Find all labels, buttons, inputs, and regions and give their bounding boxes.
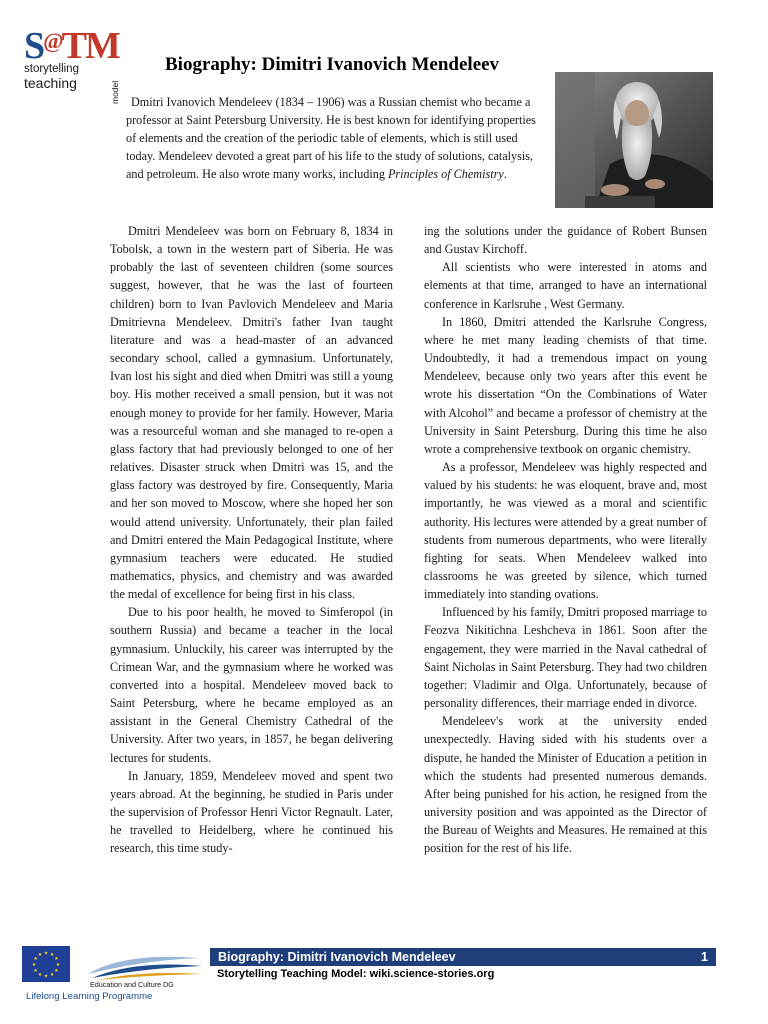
logo-line-teaching: teaching bbox=[24, 75, 77, 91]
svg-text:★: ★ bbox=[43, 973, 49, 980]
intro-book-title: Principles of Chemistry bbox=[387, 167, 504, 181]
page-number: 1 bbox=[701, 950, 708, 964]
footer-title-bar bbox=[210, 948, 716, 966]
intro-paragraph bbox=[126, 93, 542, 183]
education-culture-logo-icon bbox=[84, 948, 204, 982]
footer-website-line: Storytelling Teaching Model: wiki.science-stories.org bbox=[217, 968, 495, 980]
body-paragraph-early-life: Dmitri Mendeleev was born on February 8, 1834 in Tobolsk, a town in the western part of Siberia. He was probably the last of seventeen children (some sources suggest, however, that he was the last of fourteen children) born to Ivan Pavlovich Mendeleev and Maria Dmitrievna Mendeleev. Dmitri's father Ivan taught literature and was a head-master of an advanced secondary school, called a gymnasium. Unfortunately, Ivan lost his sight and died when Dmitri was still a young boy. His mother received a small pension, but it was not enough money to provide for her family. However, Maria was a resourceful woman and she managed to re-open a glass factory that had previously belonged to one of her relatives. Disaster struck when Dmitri was 15, and the glass factory was destroyed by fire. Consequently, Maria and her son moved to Moscow, where she hoped her son would attend university. Unfortunately, their plan failed and Dmitri entered the Main Pedagogical Institute, where gymnasium teachers were educated. He studied mathematics, physics, and chemistry and was awarded the medal of excellence for being first in his class. bbox=[110, 224, 393, 602]
svg-text:★: ★ bbox=[43, 950, 49, 957]
body-paragraph-karlsruhe: In 1860, Dmitri attended the Karlsruhe Congress, where he met many leading chemists of that time. Undoubtedly, it had a tremendous impact on young Mendeleev, because only two years after this event he wrote his dissertation “On the Combinations of Water with Alcohol” and became a professor of chemistry at the University in Saint Petersburg. During this time he also wrote a comprehensive textbook on organic chemistry. bbox=[424, 314, 707, 456]
body-paragraph-conference: All scientists who were interested in atoms and elements at that time, arranged to have an international conference in Karlsruhe , West Germany. bbox=[424, 260, 707, 311]
body-paragraph-abroad: In January, 1859, Mendeleev moved and spent two years abroad. At the beginning, he studied in Paris under the supervision of Professor Henri Victor Regnault. Later, he travelled to Heidelberg, where he continued his research, this time study- bbox=[110, 768, 393, 856]
intro-text: Dmitri Ivanovich Mendeleev (1834 – 1906) was a Russian chemist who became a professor at Saint Petersburg University. He is best known for identifying properties of elements and the creation of the periodic table of elements, which is still used today. Mendeleev devoted a great part of his life to the study of solutions, catalysis, and petroleum. He also wrote many works, including bbox=[126, 95, 536, 181]
logo-mark-tm: TM bbox=[61, 25, 119, 67]
svg-text:★: ★ bbox=[33, 967, 38, 974]
svg-text:★: ★ bbox=[55, 962, 61, 968]
body-column-left bbox=[110, 222, 393, 857]
mendeleev-portrait bbox=[555, 72, 713, 208]
portrait-illustration bbox=[555, 72, 713, 208]
logo-line-storytelling: storytelling bbox=[24, 63, 79, 75]
svg-text:★: ★ bbox=[49, 972, 55, 978]
logo-wordmark bbox=[24, 62, 79, 90]
body-paragraph-marriage: Influenced by his family, Dmitri proposed marriage to Feozva Nikitichna Leshcheva in 1861. Soon after the engagement, they were married in the Naval cathedral of Saint Nicholas in Saint Petersburg. They had two children together: Vladimir and Olga. Unfortunately, because of personality differences, their marriage ended in divorce. bbox=[424, 605, 707, 711]
body-paragraph-professor: As a professor, Mendeleev was highly respected and valued by his students: he was eloquent, brave and, most importantly, he was viewed as a moral and scientific authority. His lectures were attended by a great number of students from numerous departments, who were literally fighting for seats. When Mendeleev walked into classrooms he was greeted by silence, which turned immediately into standing ovations. bbox=[424, 460, 707, 602]
intro-text-end: . bbox=[503, 167, 507, 181]
svg-text:★: ★ bbox=[54, 956, 59, 963]
footer-logos bbox=[22, 946, 212, 1008]
stm-logo bbox=[24, 22, 120, 104]
logo-mark-s: S bbox=[24, 25, 44, 67]
svg-text:★: ★ bbox=[49, 952, 55, 958]
eu-flag-icon bbox=[22, 946, 70, 982]
logo-mark bbox=[24, 22, 119, 65]
svg-text:★: ★ bbox=[54, 967, 59, 974]
logo-mark-at: @ bbox=[43, 28, 62, 53]
intro-summary bbox=[126, 93, 542, 183]
body-column-right bbox=[424, 222, 707, 857]
page-title: Biography: Dimitri Ivanovich Mendeleev bbox=[165, 54, 500, 75]
svg-text:★: ★ bbox=[37, 972, 43, 978]
body-paragraph-continued: ing the solutions under the guidance of Robert Bunsen and Gustav Kirchoff. bbox=[424, 224, 707, 257]
body-paragraph-simferopol: Due to his poor health, he moved to Simferopol (in southern Russia) and became a teacher in the local gymnasium. Unluckily, his career was interrupted by the Crimean War, and the gymnasium where he worked was converted into a hospital. Mendeleev moved back to Saint Petersburg, where he became employed as an assistant in the General Chemistry Cathedral of the University. After two years, in 1857, he began delivering lectures for students. bbox=[110, 605, 393, 765]
svg-text:★: ★ bbox=[31, 962, 37, 968]
svg-text:★: ★ bbox=[37, 952, 43, 958]
footer-title: Biography: Dimitri Ivanovich Mendeleev bbox=[218, 950, 456, 964]
body-paragraph-later-career: Mendeleev's work at the university ended unexpectedly. Having sided with his students over a dispute, he handed the Minister of Education a petition in which the students had presented numerous demands. After being punished for his action, he resigned from the university position and was appointed as the Director of the Bureau of Weights and Measures. He remained at this position for the rest of his life. bbox=[424, 714, 707, 856]
eu-stars-icon bbox=[22, 946, 70, 982]
svg-text:★: ★ bbox=[33, 956, 38, 963]
lifelong-learning-label: Lifelong Learning Programme bbox=[26, 991, 153, 1002]
education-culture-label: Education and Culture DG bbox=[90, 980, 174, 989]
logo-line-model: model bbox=[110, 80, 120, 104]
